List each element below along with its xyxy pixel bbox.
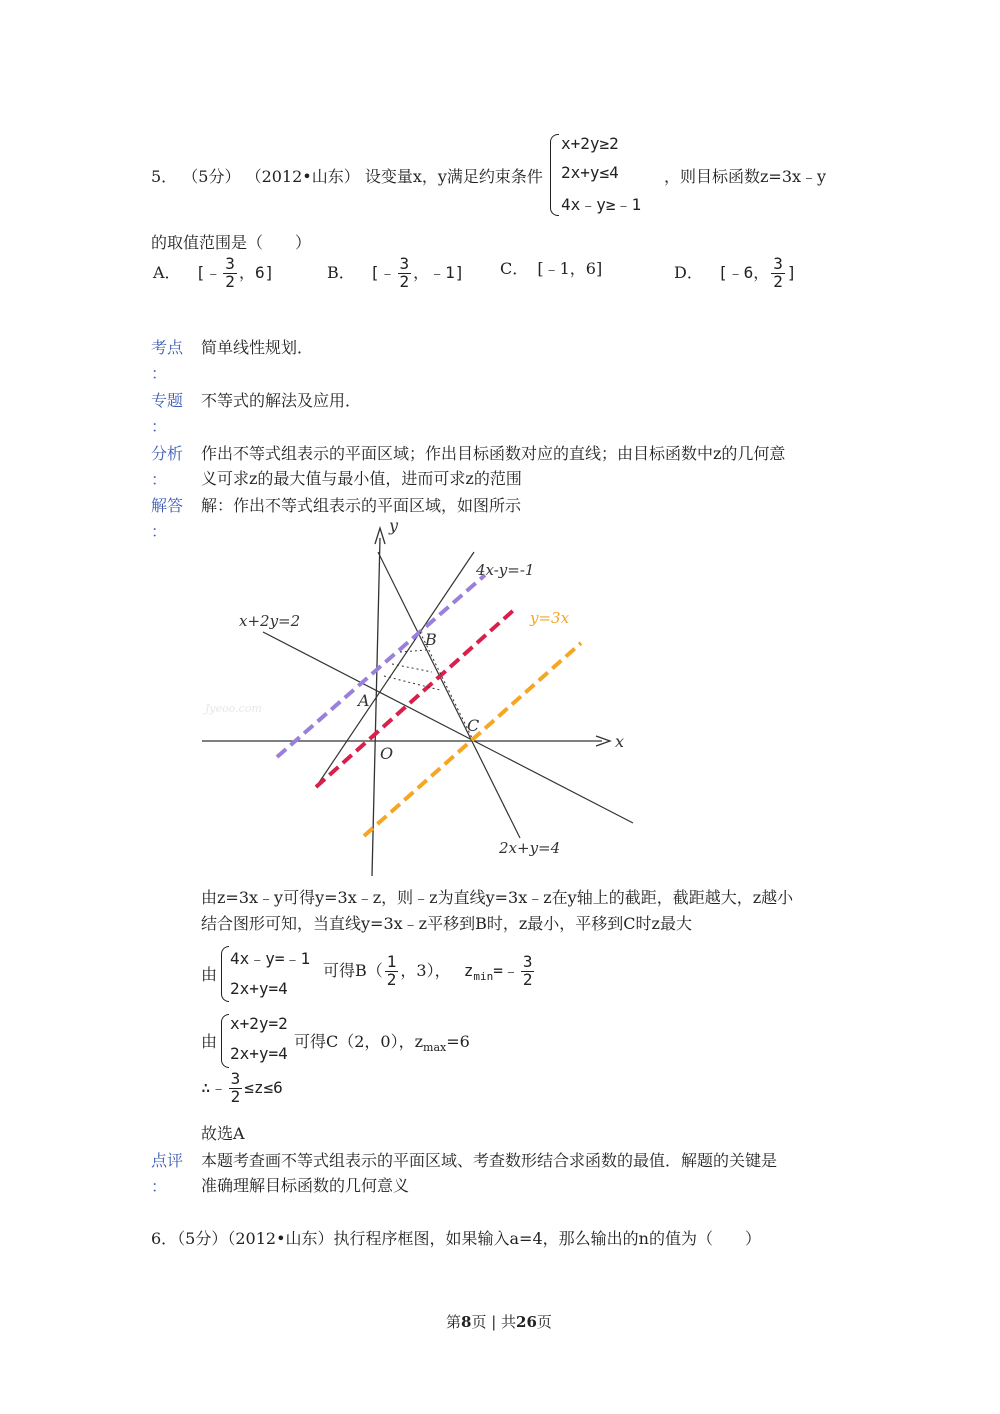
zhuanti-text: 不等式的解法及应用． [201, 391, 362, 410]
option-d-pre: [﹣6， [717, 262, 770, 282]
colon: ： [151, 417, 168, 436]
fenxi-text-2: 义可求z的最大值与最小值，进而可求z的范围 [201, 469, 522, 488]
label-y-eq-3x: y=3x [530, 609, 570, 627]
region-hatch [400, 650, 426, 652]
region-hatch [392, 664, 432, 672]
dianping-text-2: 准确理解目标函数的几何意义 [201, 1176, 410, 1195]
constraint-2: 2x+y≤4 [561, 163, 619, 182]
system-1-eq-2: 2x+y=4 [230, 979, 288, 998]
solution-line-1: 由z=3x﹣y可得y=3x﹣z，则﹣z为直线y=3x﹣z在y轴上的截距，截距越大，z越小 [201, 888, 794, 907]
zhuanti-label: 专题 [151, 391, 184, 410]
label-origin: O [380, 744, 394, 763]
colon: ： [151, 470, 168, 489]
option-c-text: [﹣1，6] [537, 259, 603, 278]
option-b-pre: [﹣ [369, 262, 396, 282]
solution-line-2: 结合图形可知，当直线y=3x﹣z平移到B时，z最小，平移到C时z最大 [201, 914, 692, 933]
option-b-label: B． [327, 262, 355, 282]
answer-choice: 故选A [201, 1124, 245, 1143]
page-footer: 第8页 | 共26页 [446, 1313, 552, 1331]
option-a-fraction: $\frac{3}{2}$ [225, 254, 235, 291]
system-1-brace [221, 946, 229, 1002]
label-point-c: C [467, 716, 480, 735]
page-total: 26 [516, 1313, 537, 1331]
colon: ： [151, 522, 168, 541]
dianping-label: 点评 [151, 1151, 184, 1170]
jieda-label: 解答 [151, 496, 184, 515]
option-d-post: ] [786, 262, 797, 282]
constraint-1: x+2y≥2 [561, 134, 619, 153]
fenxi-label: 分析 [151, 444, 184, 463]
colon: ： [151, 1177, 168, 1196]
solution-you-2: 由 [201, 1032, 218, 1051]
watermark: Jyeoo.com [205, 702, 262, 715]
question-score: （5分） [182, 167, 241, 186]
question-text-end: 的取值范围是（ ） [151, 233, 312, 252]
dianping-text-1: 本题考查画不等式组表示的平面区域、考查数形结合求函数的最值．解题的关键是 [201, 1151, 778, 1170]
question-6-stem: 6．（5分）（2012•山东）执行程序框图，如果输入a=4，那么输出的n的值为（ ） [151, 1229, 761, 1248]
label-4x-minus-y: 4x-y=-1 [476, 561, 535, 579]
line-x-plus-2y [263, 632, 633, 823]
label-2x-plus-y: 2x+y=4 [499, 839, 561, 857]
system-2-eq-1: x+2y=2 [230, 1014, 288, 1033]
label-y-axis: y [389, 516, 399, 535]
label-point-b: B [425, 630, 437, 649]
question-number: 5． [151, 167, 178, 186]
option-b-post: ，﹣1] [413, 262, 465, 282]
dashed-orange-line [364, 643, 581, 836]
page-number: 8 [461, 1313, 472, 1331]
point-c-result: 可得C（2，0），$z_{max}=6$ [294, 1032, 470, 1054]
range-result: ∴﹣ $\frac{3}{2}$ ≤z≤6 [201, 1069, 283, 1106]
option-c-label: C． [500, 259, 529, 278]
question-source: （2012•山东） [245, 167, 360, 186]
jieda-text: 解：作出不等式组表示的平面区域，如图所示 [201, 496, 522, 515]
label-point-a: A [358, 691, 370, 710]
label-x-plus-2y: x+2y=2 [239, 612, 301, 630]
option-d-fraction: $\frac{3}{2}$ [773, 254, 783, 291]
question-text-tail: ，则目标函数z=3x﹣y [664, 167, 827, 186]
system-2-brace [221, 1014, 229, 1068]
option-d-label: D． [674, 262, 703, 282]
option-b-fraction: $\frac{3}{2}$ [399, 254, 410, 291]
colon: ： [151, 364, 168, 383]
fenxi-text-1: 作出不等式组表示的平面区域；作出目标函数对应的直线；由目标函数中z的几何意 [201, 444, 786, 463]
line-2x-plus-y [378, 552, 520, 838]
option-a-post: ，6] [238, 262, 275, 282]
option-a-pre: [﹣ [195, 262, 222, 282]
constraint-3: 4x﹣y≥﹣1 [561, 195, 642, 214]
kaodian-text: 简单线性规划． [201, 338, 314, 357]
label-x-axis: x [615, 732, 625, 751]
system-2-eq-2: 2x+y=4 [230, 1044, 288, 1063]
point-b-result: 可得B（ $\frac{1}{2}$ ，3）， $z_{min}=﹣$ $\frac{3}{2}$ [323, 952, 533, 989]
question-text: 设变量x，y满足约束条件 [364, 167, 543, 186]
solution-you-1: 由 [201, 965, 218, 984]
option-a-label: A． [153, 262, 181, 282]
system-1-eq-1: 4x﹣y=﹣1 [230, 949, 311, 968]
kaodian-label: 考点 [151, 338, 184, 357]
